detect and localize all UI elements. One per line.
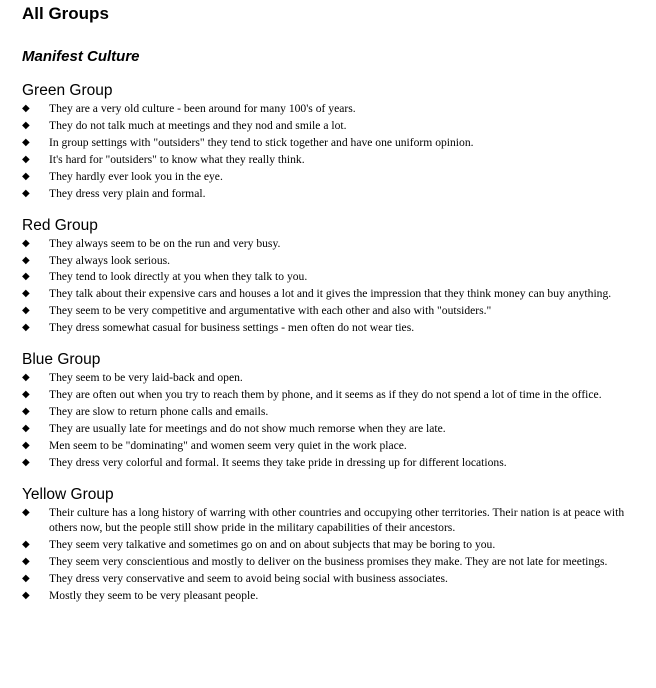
diamond-bullet-icon: ◆	[22, 305, 30, 317]
list-item	[22, 186, 646, 202]
group-red-group	[22, 217, 646, 337]
list-item	[22, 438, 646, 454]
document-title: All Groups	[22, 4, 109, 23]
list-item	[22, 421, 646, 437]
list-item	[22, 320, 646, 336]
list-item-text: They hardly ever look you in the eye.	[49, 169, 223, 183]
list-item	[22, 286, 646, 302]
group-heading: Blue Group	[22, 351, 101, 369]
diamond-bullet-icon: ◆	[22, 439, 30, 451]
list-item-text: They talk about their expensive cars and houses a lot and it gives the impression that they think money can buy anything.	[49, 287, 612, 301]
diamond-bullet-icon: ◆	[22, 237, 30, 249]
list-item	[22, 387, 646, 403]
list-item-text: They dress very colorful and formal. It seems they take pride in dressing up for different locations.	[49, 455, 507, 469]
diamond-bullet-icon: ◆	[22, 422, 30, 434]
diamond-bullet-icon: ◆	[22, 153, 30, 165]
list-item-text: Mostly they seem to be very pleasant people.	[49, 589, 259, 603]
list-item-text: It's hard for "outsiders" to know what they really think.	[49, 152, 305, 166]
list-item-text: They always look serious.	[49, 253, 171, 267]
list-item	[22, 537, 646, 553]
diamond-bullet-icon: ◆	[22, 170, 30, 182]
list-item	[22, 571, 646, 587]
diamond-bullet-icon: ◆	[22, 288, 30, 300]
list-item	[22, 152, 646, 168]
list-item-text: They always seem to be on the run and very busy.	[49, 236, 281, 250]
list-item	[22, 253, 646, 269]
group-heading: Red Group	[22, 216, 98, 234]
list-item	[22, 303, 646, 319]
list-item	[22, 269, 646, 285]
list-item	[22, 455, 646, 471]
list-item-text: Men seem to be "dominating" and women seem very quiet in the work place.	[49, 438, 407, 452]
list-item	[22, 169, 646, 185]
bullet-list	[22, 505, 646, 604]
bullet-list	[22, 236, 646, 337]
list-item-text: They dress somewhat casual for business settings - men often do not wear ties.	[49, 321, 415, 335]
list-item-text: They are slow to return phone calls and emails.	[49, 405, 269, 418]
bullet-list	[22, 101, 646, 202]
list-item-text: They are usually late for meetings and do not show much remorse when they are late.	[49, 421, 446, 435]
list-item-text: They seem to be very competitive and argumentative with each other and also with "outsiders."	[49, 304, 492, 318]
list-item	[22, 236, 646, 252]
diamond-bullet-icon: ◆	[22, 254, 30, 266]
group-heading: Yellow Group	[22, 485, 114, 503]
list-item-text: They seem very conscientious and mostly to deliver on the business promises they make. They are not late for meetings.	[49, 555, 608, 569]
list-item-text: Their culture has a long history of warring with other countries and occupying other territories. Their nation is at peace with others now, but the people still show pride in the military capabilities of their ancestors.	[49, 505, 625, 535]
group-yellow-group	[22, 486, 646, 604]
groups-container	[22, 82, 646, 604]
list-item	[22, 101, 646, 117]
list-item-text: They tend to look directly at you when they talk to you.	[49, 270, 308, 284]
document-subtitle: Manifest Culture	[22, 48, 140, 65]
list-item-text: They seem very talkative and sometimes go on and on about subjects that may be boring to you.	[49, 538, 496, 552]
diamond-bullet-icon: ◆	[22, 103, 30, 114]
list-item-text: They seem to be very laid-back and open.	[49, 371, 243, 385]
list-item	[22, 370, 646, 386]
diamond-bullet-icon: ◆	[22, 556, 30, 568]
diamond-bullet-icon: ◆	[22, 539, 30, 551]
list-item-text: In group settings with "outsiders" they tend to stick together and have one uniform opinion.	[49, 135, 474, 149]
list-item-text: They dress very plain and formal.	[49, 186, 206, 200]
list-item	[22, 505, 646, 536]
diamond-bullet-icon: ◆	[22, 389, 30, 401]
group-heading: Green Group	[22, 82, 113, 99]
diamond-bullet-icon: ◆	[22, 187, 30, 199]
group-blue-group	[22, 351, 646, 471]
list-item	[22, 404, 646, 420]
diamond-bullet-icon: ◆	[22, 573, 30, 585]
bullet-list	[22, 370, 646, 471]
diamond-bullet-icon: ◆	[22, 406, 30, 417]
list-item	[22, 588, 646, 604]
diamond-bullet-icon: ◆	[22, 590, 30, 602]
diamond-bullet-icon: ◆	[22, 136, 30, 148]
diamond-bullet-icon: ◆	[22, 372, 30, 384]
diamond-bullet-icon: ◆	[22, 456, 30, 468]
list-item-text: They are a very old culture - been around for many 100's of years.	[49, 102, 356, 115]
diamond-bullet-icon: ◆	[22, 322, 30, 334]
list-item	[22, 118, 646, 134]
list-item-text: They are often out when you try to reach them by phone, and it seems as if they do not spend a lot of time in the office.	[49, 388, 602, 402]
diamond-bullet-icon: ◆	[22, 506, 30, 518]
group-green-group	[22, 82, 646, 202]
diamond-bullet-icon: ◆	[22, 271, 30, 283]
diamond-bullet-icon: ◆	[22, 119, 30, 131]
list-item	[22, 135, 646, 151]
list-item-text: They do not talk much at meetings and they nod and smile a lot.	[49, 118, 347, 132]
list-item-text: They dress very conservative and seem to avoid being social with business associates.	[49, 572, 448, 586]
list-item	[22, 554, 646, 570]
